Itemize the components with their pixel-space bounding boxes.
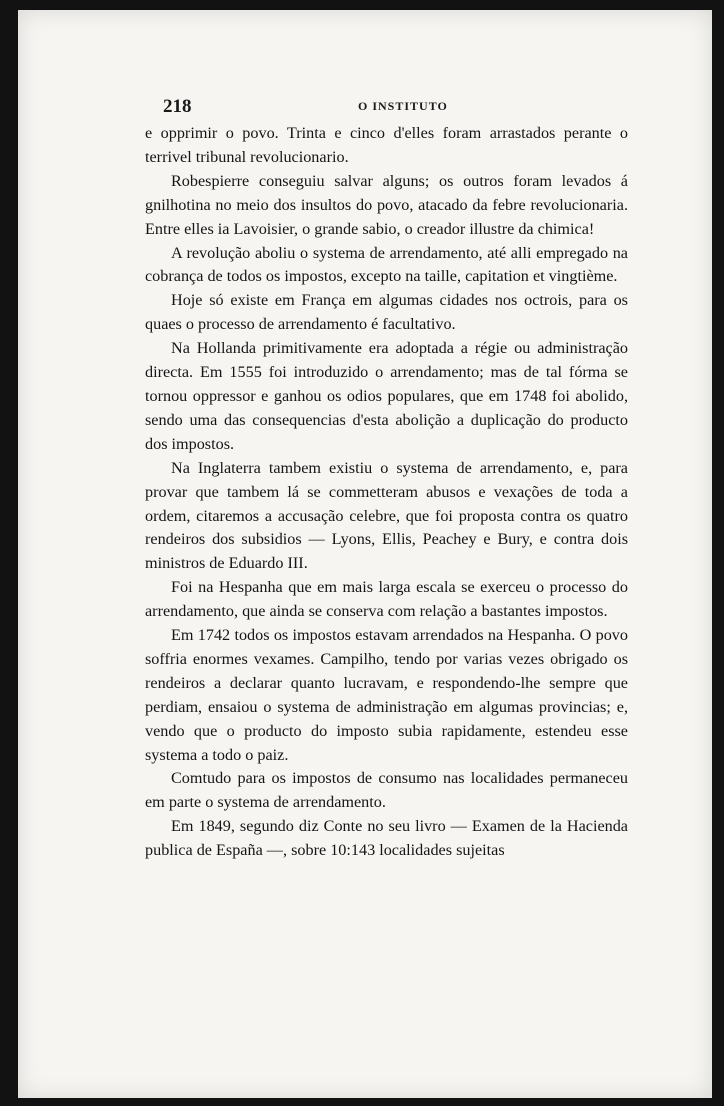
paragraph-4: Hoje só existe em França em algumas cidades nos octrois, para os quaes o processo de arrendamento é facultativo. (145, 291, 628, 334)
paragraph-2: Robespierre conseguiu salvar alguns; os outros foram levados á gnilhotina no meio dos insultos do povo, atacado da febre revolucionaria. Entre elles ia Lavoisier, o grande sabio, o creador illustre da chimica! (145, 171, 628, 238)
paragraph-6: Na Inglaterra tambem existiu o systema de arrendamento, e, para provar que tambem lá se commetteram abusos e vexações de toda a ordem, citaremos a accusação celebre, que foi proposta contra os quatro rendeiros dos subsidios — Lyons, Ellis, Peachey e Bury, e contra dois ministros de Eduardo III. (145, 458, 628, 573)
page-number: 218 (163, 96, 192, 117)
paragraph-1: e opprimir o povo. Trinta e cinco d'elles foram arrastados perante o terrivel tribunal revolucionario. (145, 124, 628, 166)
paragraph-7: Foi na Hespanha que em mais larga escala se exerceu o processo do arrendamento, que ainda se conserva com relação a bastantes impostos. (145, 578, 628, 621)
paragraph-9: Comtudo para os impostos de consumo nas localidades permaneceu em parte o systema de arrendamento. (145, 769, 628, 812)
paragraph-8: Em 1742 todos os impostos estavam arrendados na Hespanha. O povo soffria enormes vexames. Campilho, tendo por varias vezes obrigado os rendeiros a declarar quanto lucravam, e respondendo-lhe sempre que perdiam, ensaiou o systema de administração em algumas provincias; e, vendo que o producto do imposto subia rapidamente, estendeu esse systema a todo o paiz. (145, 626, 628, 764)
body-text (145, 122, 628, 863)
paragraph-5: Na Hollanda primitivamente era adoptada a régie ou administração directa. Em 1555 foi introduzido o arrendamento; mas de tal fórma se tornou oppressor e ganhou os odios populares, que em 1748 foi abolido, sendo uma das consequencias d'esta abolição a duplicação do producto dos impostos. (145, 339, 628, 453)
running-title: O INSTITUTO (358, 99, 448, 113)
paragraph-3: A revolução aboliu o systema de arrendamento, até alli empregado na cobrança de todos os impostos, excepto na taille, capitation et vingtième. (145, 243, 628, 286)
page-header (163, 96, 646, 120)
paragraph-10: Em 1849, segundo diz Conte no seu livro — Examen de la Hacienda publica de España —, sobre 10:143 localidades sujeitas (145, 817, 628, 860)
